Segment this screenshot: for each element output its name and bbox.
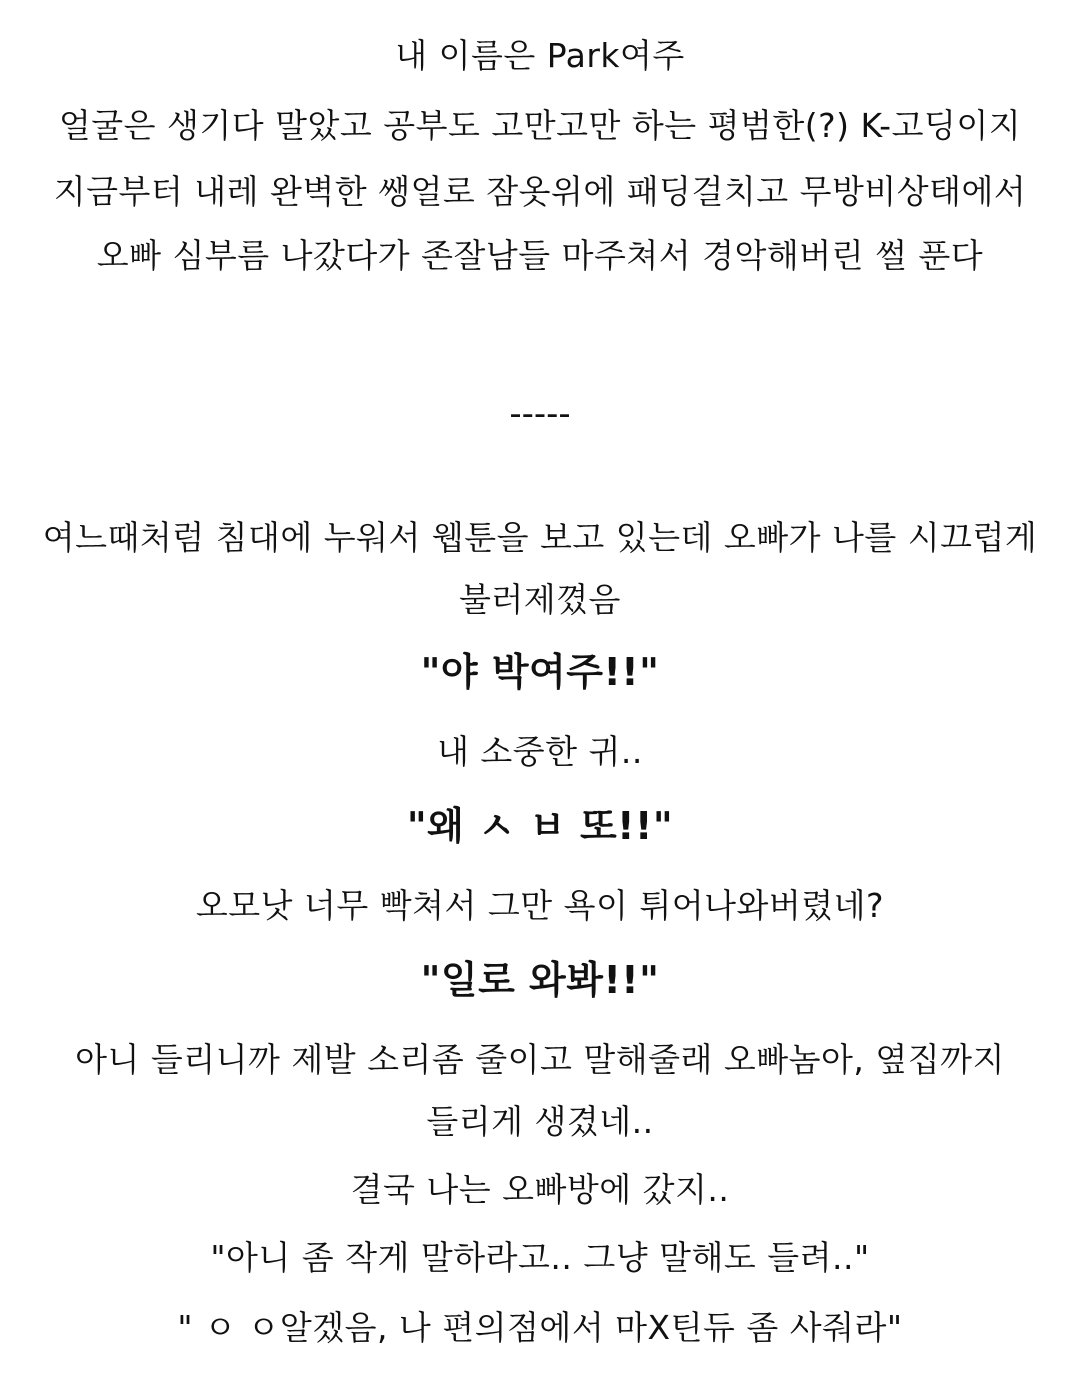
intro-line-1: 내 이름은 Park여주 xyxy=(395,36,685,75)
paragraph-5: 결국 나는 오빠방에 갔지.. xyxy=(350,1170,730,1209)
paragraph-2: 내 소중한 귀.. xyxy=(437,732,643,771)
intro-line-2: 얼굴은 생기다 말았고 공부도 고만고만 하는 평범한(?) K-고딩이지 xyxy=(58,106,1022,145)
paragraph-4-line-2: 들리게 생겼네.. xyxy=(426,1102,654,1141)
dialogue-quote-2: " ㅇ ㅇ알겠음, 나 편의점에서 마X틴듀 좀 사줘라" xyxy=(177,1308,903,1347)
intro-line-4: 오빠 심부름 나갔다가 존잘남들 마주쳐서 경악해버린 썰 푼다 xyxy=(96,236,984,275)
paragraph-1-line-2: 불러제꼈음 xyxy=(459,580,621,619)
shout-dialogue-2: "왜 ㅅ ㅂ 또!!" xyxy=(406,804,674,848)
shout-dialogue-3: "일로 와봐!!" xyxy=(420,958,660,1002)
paragraph-1-line-1: 여느때처럼 침대에 누워서 웹툰을 보고 있는데 오빠가 나를 시끄럽게 xyxy=(42,518,1038,557)
dialogue-quote-1: "아니 좀 작게 말하라고.. 그냥 말해도 들려.." xyxy=(210,1238,870,1277)
paragraph-3: 오모낫 너무 빡쳐서 그만 욕이 튀어나와버렸네? xyxy=(195,886,885,925)
section-divider: ----- xyxy=(509,394,571,434)
shout-dialogue-1: "야 박여주!!" xyxy=(420,650,660,694)
intro-line-3: 지금부터 내레 완벽한 쌩얼로 잠옷위에 패딩걸치고 무방비상태에서 xyxy=(53,172,1027,211)
paragraph-4-line-1: 아니 들리니까 제발 소리좀 줄이고 말해줄래 오빠놈아, 옆집까지 xyxy=(75,1040,1005,1079)
